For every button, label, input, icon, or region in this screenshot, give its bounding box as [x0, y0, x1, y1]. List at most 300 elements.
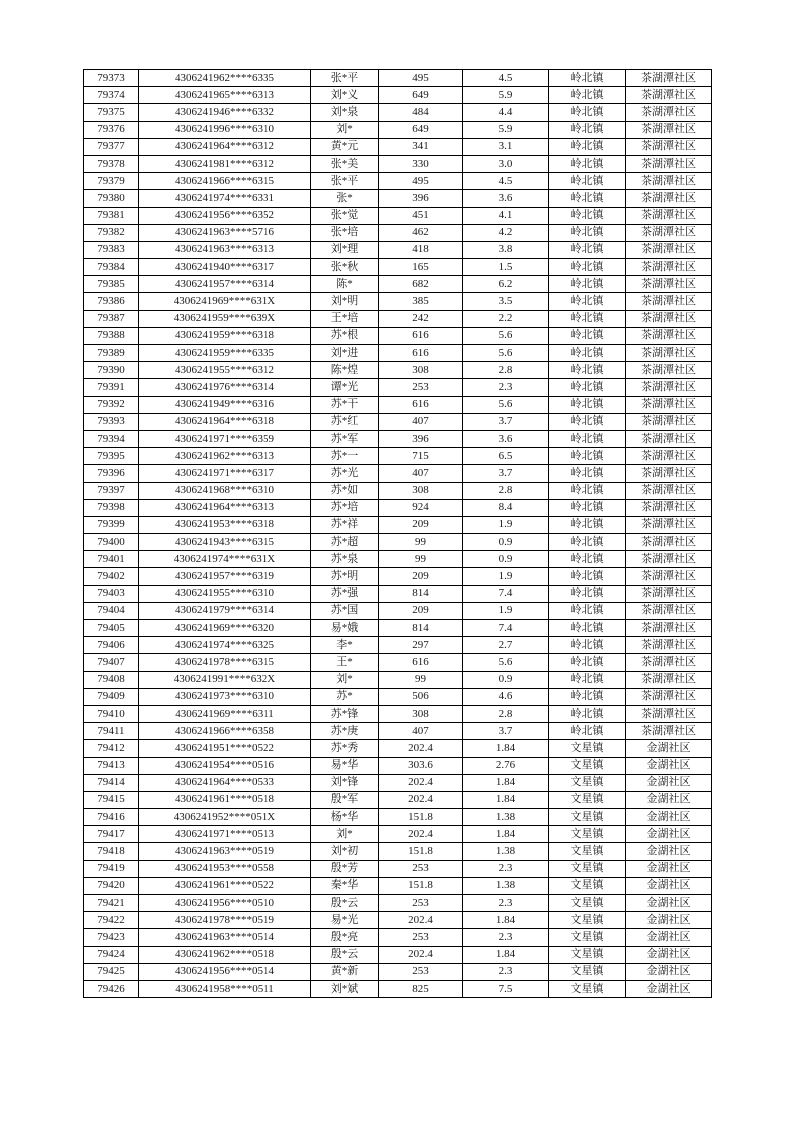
- cell-amount: 308: [379, 362, 463, 379]
- table-row: [84, 895, 712, 912]
- table-row: [84, 757, 712, 774]
- cell-rate: 6.5: [463, 448, 549, 465]
- cell-name: 苏*泉: [311, 551, 379, 568]
- cell-no: 79415: [84, 791, 139, 808]
- cell-id_number: 4306241966****6358: [139, 723, 311, 740]
- cell-community: 茶湖潭社区: [626, 190, 712, 207]
- cell-id_number: 4306241957****6314: [139, 276, 311, 293]
- cell-amount: 253: [379, 963, 463, 980]
- table-row: [84, 860, 712, 877]
- cell-no: 79423: [84, 929, 139, 946]
- cell-rate: 1.38: [463, 877, 549, 894]
- table-row: [84, 155, 712, 172]
- cell-rate: 3.0: [463, 155, 549, 172]
- cell-town: 岭北镇: [549, 396, 626, 413]
- cell-id_number: 4306241956****0510: [139, 895, 311, 912]
- table-row: [84, 980, 712, 997]
- table-row: [84, 671, 712, 688]
- cell-name: 苏*如: [311, 482, 379, 499]
- cell-no: 79391: [84, 379, 139, 396]
- cell-community: 茶湖潭社区: [626, 430, 712, 447]
- cell-id_number: 4306241957****6319: [139, 568, 311, 585]
- cell-no: 79396: [84, 465, 139, 482]
- cell-no: 79413: [84, 757, 139, 774]
- cell-name: 张*觉: [311, 207, 379, 224]
- cell-id_number: 4306241961****0518: [139, 791, 311, 808]
- cell-id_number: 4306241966****6315: [139, 173, 311, 190]
- cell-town: 岭北镇: [549, 568, 626, 585]
- cell-town: 岭北镇: [549, 602, 626, 619]
- cell-id_number: 4306241979****6314: [139, 602, 311, 619]
- cell-name: 王*培: [311, 310, 379, 327]
- table-row: [84, 173, 712, 190]
- table-row: [84, 843, 712, 860]
- cell-rate: 2.3: [463, 895, 549, 912]
- cell-name: 苏*光: [311, 465, 379, 482]
- cell-amount: 297: [379, 637, 463, 654]
- cell-town: 文星镇: [549, 826, 626, 843]
- cell-amount: 341: [379, 138, 463, 155]
- cell-id_number: 4306241943****6315: [139, 534, 311, 551]
- cell-no: 79418: [84, 843, 139, 860]
- cell-amount: 396: [379, 190, 463, 207]
- cell-name: 苏*秀: [311, 740, 379, 757]
- table-row: [84, 705, 712, 722]
- cell-rate: 2.3: [463, 860, 549, 877]
- cell-amount: 253: [379, 379, 463, 396]
- cell-amount: 825: [379, 980, 463, 997]
- cell-community: 茶湖潭社区: [626, 465, 712, 482]
- cell-id_number: 4306241969****6320: [139, 620, 311, 637]
- table-row: [84, 327, 712, 344]
- cell-town: 岭北镇: [549, 259, 626, 276]
- table-row: [84, 276, 712, 293]
- cell-rate: 0.9: [463, 671, 549, 688]
- cell-rate: 7.5: [463, 980, 549, 997]
- cell-community: 金湖社区: [626, 877, 712, 894]
- cell-rate: 4.2: [463, 224, 549, 241]
- cell-name: 易*华: [311, 757, 379, 774]
- cell-town: 岭北镇: [549, 224, 626, 241]
- cell-no: 79419: [84, 860, 139, 877]
- table-row: [84, 688, 712, 705]
- cell-id_number: 4306241978****0519: [139, 912, 311, 929]
- cell-id_number: 4306241965****6313: [139, 87, 311, 104]
- table-row: [84, 620, 712, 637]
- cell-community: 茶湖潭社区: [626, 654, 712, 671]
- table-row: [84, 791, 712, 808]
- cell-town: 岭北镇: [549, 723, 626, 740]
- cell-no: 79382: [84, 224, 139, 241]
- cell-rate: 0.9: [463, 534, 549, 551]
- cell-no: 79390: [84, 362, 139, 379]
- cell-no: 79379: [84, 173, 139, 190]
- cell-amount: 462: [379, 224, 463, 241]
- cell-amount: 253: [379, 929, 463, 946]
- cell-name: 苏*国: [311, 602, 379, 619]
- cell-amount: 242: [379, 310, 463, 327]
- cell-id_number: 4306241971****0513: [139, 826, 311, 843]
- cell-town: 岭北镇: [549, 637, 626, 654]
- cell-no: 79421: [84, 895, 139, 912]
- cell-name: 易*娥: [311, 620, 379, 637]
- cell-amount: 616: [379, 345, 463, 362]
- cell-community: 茶湖潭社区: [626, 241, 712, 258]
- cell-town: 文星镇: [549, 963, 626, 980]
- cell-community: 茶湖潭社区: [626, 534, 712, 551]
- cell-town: 文星镇: [549, 774, 626, 791]
- cell-community: 茶湖潭社区: [626, 568, 712, 585]
- cell-no: 79388: [84, 327, 139, 344]
- cell-rate: 2.3: [463, 379, 549, 396]
- cell-community: 茶湖潭社区: [626, 259, 712, 276]
- cell-id_number: 4306241974****6325: [139, 637, 311, 654]
- cell-amount: 814: [379, 585, 463, 602]
- cell-community: 金湖社区: [626, 946, 712, 963]
- table-row: [84, 448, 712, 465]
- cell-name: 张*: [311, 190, 379, 207]
- table-row: [84, 637, 712, 654]
- cell-id_number: 4306241973****6310: [139, 688, 311, 705]
- cell-amount: 209: [379, 602, 463, 619]
- cell-name: 张*美: [311, 155, 379, 172]
- cell-community: 金湖社区: [626, 963, 712, 980]
- cell-community: 茶湖潭社区: [626, 671, 712, 688]
- cell-id_number: 4306241974****631X: [139, 551, 311, 568]
- table-row: [84, 121, 712, 138]
- cell-town: 文星镇: [549, 946, 626, 963]
- cell-id_number: 4306241963****6313: [139, 241, 311, 258]
- cell-amount: 715: [379, 448, 463, 465]
- cell-community: 茶湖潭社区: [626, 327, 712, 344]
- cell-community: 茶湖潭社区: [626, 688, 712, 705]
- cell-rate: 2.76: [463, 757, 549, 774]
- cell-id_number: 4306241964****6318: [139, 413, 311, 430]
- table-row: [84, 929, 712, 946]
- cell-community: 金湖社区: [626, 774, 712, 791]
- cell-name: 苏*明: [311, 568, 379, 585]
- cell-community: 茶湖潭社区: [626, 345, 712, 362]
- cell-community: 茶湖潭社区: [626, 155, 712, 172]
- cell-amount: 330: [379, 155, 463, 172]
- cell-no: 79389: [84, 345, 139, 362]
- cell-no: 79409: [84, 688, 139, 705]
- cell-amount: 407: [379, 413, 463, 430]
- cell-name: 刘*进: [311, 345, 379, 362]
- cell-id_number: 4306241940****6317: [139, 259, 311, 276]
- cell-amount: 151.8: [379, 843, 463, 860]
- cell-no: 79401: [84, 551, 139, 568]
- cell-amount: 649: [379, 87, 463, 104]
- cell-name: 谭*光: [311, 379, 379, 396]
- cell-rate: 2.8: [463, 482, 549, 499]
- cell-rate: 1.9: [463, 602, 549, 619]
- cell-id_number: 4306241971****6359: [139, 430, 311, 447]
- cell-name: 刘*: [311, 671, 379, 688]
- cell-amount: 924: [379, 499, 463, 516]
- table-row: [84, 70, 712, 87]
- cell-no: 79398: [84, 499, 139, 516]
- cell-id_number: 4306241969****6311: [139, 705, 311, 722]
- table-row: [84, 585, 712, 602]
- cell-name: 苏*红: [311, 413, 379, 430]
- cell-town: 岭北镇: [549, 87, 626, 104]
- cell-community: 茶湖潭社区: [626, 551, 712, 568]
- cell-name: 刘*泉: [311, 104, 379, 121]
- cell-name: 苏*: [311, 688, 379, 705]
- cell-town: 岭北镇: [549, 276, 626, 293]
- cell-amount: 303.6: [379, 757, 463, 774]
- cell-no: 79411: [84, 723, 139, 740]
- cell-community: 茶湖潭社区: [626, 293, 712, 310]
- cell-id_number: 4306241949****6316: [139, 396, 311, 413]
- cell-no: 79395: [84, 448, 139, 465]
- cell-rate: 3.6: [463, 190, 549, 207]
- table-row: [84, 774, 712, 791]
- cell-rate: 7.4: [463, 620, 549, 637]
- cell-rate: 5.6: [463, 345, 549, 362]
- cell-rate: 1.84: [463, 791, 549, 808]
- table-row: [84, 241, 712, 258]
- cell-name: 苏*祥: [311, 516, 379, 533]
- cell-no: 79393: [84, 413, 139, 430]
- cell-town: 岭北镇: [549, 207, 626, 224]
- cell-id_number: 4306241959****639X: [139, 310, 311, 327]
- cell-rate: 2.8: [463, 705, 549, 722]
- cell-community: 金湖社区: [626, 740, 712, 757]
- cell-name: 刘*锋: [311, 774, 379, 791]
- cell-town: 岭北镇: [549, 654, 626, 671]
- cell-town: 岭北镇: [549, 585, 626, 602]
- cell-no: 79384: [84, 259, 139, 276]
- records-table: [83, 69, 712, 998]
- cell-no: 79373: [84, 70, 139, 87]
- cell-community: 金湖社区: [626, 895, 712, 912]
- cell-town: 岭北镇: [549, 345, 626, 362]
- cell-town: 岭北镇: [549, 104, 626, 121]
- cell-community: 金湖社区: [626, 843, 712, 860]
- cell-name: 殷*芳: [311, 860, 379, 877]
- cell-rate: 1.84: [463, 946, 549, 963]
- cell-community: 茶湖潭社区: [626, 310, 712, 327]
- cell-amount: 165: [379, 259, 463, 276]
- cell-amount: 308: [379, 482, 463, 499]
- cell-community: 茶湖潭社区: [626, 70, 712, 87]
- cell-id_number: 4306241978****6315: [139, 654, 311, 671]
- cell-name: 陈*: [311, 276, 379, 293]
- cell-no: 79383: [84, 241, 139, 258]
- cell-id_number: 4306241962****0518: [139, 946, 311, 963]
- cell-community: 金湖社区: [626, 860, 712, 877]
- cell-community: 茶湖潭社区: [626, 620, 712, 637]
- cell-name: 殷*云: [311, 946, 379, 963]
- table-row: [84, 568, 712, 585]
- cell-amount: 99: [379, 671, 463, 688]
- table-row: [84, 809, 712, 826]
- cell-amount: 202.4: [379, 774, 463, 791]
- cell-no: 79424: [84, 946, 139, 963]
- cell-amount: 484: [379, 104, 463, 121]
- cell-amount: 418: [379, 241, 463, 258]
- table-row: [84, 499, 712, 516]
- cell-no: 79392: [84, 396, 139, 413]
- cell-amount: 308: [379, 705, 463, 722]
- cell-name: 苏*锋: [311, 705, 379, 722]
- cell-amount: 209: [379, 568, 463, 585]
- cell-amount: 202.4: [379, 826, 463, 843]
- cell-id_number: 4306241964****6312: [139, 138, 311, 155]
- cell-town: 岭北镇: [549, 534, 626, 551]
- table-row: [84, 413, 712, 430]
- cell-name: 苏*一: [311, 448, 379, 465]
- cell-rate: 4.5: [463, 173, 549, 190]
- table-row: [84, 946, 712, 963]
- cell-amount: 202.4: [379, 791, 463, 808]
- records-table-body: [84, 70, 712, 998]
- cell-amount: 616: [379, 654, 463, 671]
- cell-town: 文星镇: [549, 791, 626, 808]
- cell-amount: 451: [379, 207, 463, 224]
- cell-name: 张*秋: [311, 259, 379, 276]
- cell-amount: 616: [379, 327, 463, 344]
- cell-no: 79408: [84, 671, 139, 688]
- cell-community: 茶湖潭社区: [626, 224, 712, 241]
- cell-id_number: 4306241963****0514: [139, 929, 311, 946]
- cell-no: 79426: [84, 980, 139, 997]
- table-row: [84, 396, 712, 413]
- table-row: [84, 963, 712, 980]
- cell-id_number: 4306241956****0514: [139, 963, 311, 980]
- cell-id_number: 4306241946****6332: [139, 104, 311, 121]
- cell-no: 79416: [84, 809, 139, 826]
- cell-rate: 2.2: [463, 310, 549, 327]
- table-row: [84, 259, 712, 276]
- cell-name: 秦*华: [311, 877, 379, 894]
- cell-no: 79404: [84, 602, 139, 619]
- cell-community: 茶湖潭社区: [626, 276, 712, 293]
- cell-no: 79375: [84, 104, 139, 121]
- cell-rate: 1.5: [463, 259, 549, 276]
- cell-id_number: 4306241996****6310: [139, 121, 311, 138]
- cell-town: 岭北镇: [549, 499, 626, 516]
- table-row: [84, 362, 712, 379]
- cell-amount: 99: [379, 551, 463, 568]
- cell-amount: 151.8: [379, 877, 463, 894]
- cell-rate: 3.7: [463, 465, 549, 482]
- cell-name: 杨*华: [311, 809, 379, 826]
- cell-no: 79410: [84, 705, 139, 722]
- cell-name: 苏*培: [311, 499, 379, 516]
- cell-community: 茶湖潭社区: [626, 396, 712, 413]
- cell-amount: 506: [379, 688, 463, 705]
- cell-amount: 495: [379, 70, 463, 87]
- cell-rate: 4.4: [463, 104, 549, 121]
- cell-rate: 8.4: [463, 499, 549, 516]
- cell-id_number: 4306241956****6352: [139, 207, 311, 224]
- table-row: [84, 482, 712, 499]
- cell-community: 金湖社区: [626, 791, 712, 808]
- cell-amount: 649: [379, 121, 463, 138]
- cell-no: 79380: [84, 190, 139, 207]
- cell-id_number: 4306241958****0511: [139, 980, 311, 997]
- cell-amount: 253: [379, 895, 463, 912]
- cell-id_number: 4306241976****6314: [139, 379, 311, 396]
- cell-name: 王*: [311, 654, 379, 671]
- cell-rate: 5.9: [463, 87, 549, 104]
- cell-rate: 3.8: [463, 241, 549, 258]
- cell-rate: 3.1: [463, 138, 549, 155]
- cell-rate: 3.5: [463, 293, 549, 310]
- cell-rate: 7.4: [463, 585, 549, 602]
- cell-community: 茶湖潭社区: [626, 723, 712, 740]
- cell-rate: 5.6: [463, 396, 549, 413]
- cell-name: 殷*亮: [311, 929, 379, 946]
- cell-id_number: 4306241974****6331: [139, 190, 311, 207]
- cell-id_number: 4306241962****6313: [139, 448, 311, 465]
- cell-community: 茶湖潭社区: [626, 362, 712, 379]
- cell-name: 苏*军: [311, 430, 379, 447]
- cell-no: 79377: [84, 138, 139, 155]
- table-row: [84, 740, 712, 757]
- cell-name: 苏*庚: [311, 723, 379, 740]
- cell-community: 茶湖潭社区: [626, 637, 712, 654]
- cell-town: 文星镇: [549, 843, 626, 860]
- table-row: [84, 826, 712, 843]
- cell-no: 79397: [84, 482, 139, 499]
- cell-amount: 202.4: [379, 912, 463, 929]
- cell-rate: 4.5: [463, 70, 549, 87]
- cell-rate: 5.6: [463, 654, 549, 671]
- cell-town: 岭北镇: [549, 688, 626, 705]
- table-row: [84, 87, 712, 104]
- cell-name: 李*: [311, 637, 379, 654]
- table-row: [84, 379, 712, 396]
- cell-town: 岭北镇: [549, 465, 626, 482]
- cell-town: 文星镇: [549, 912, 626, 929]
- cell-no: 79374: [84, 87, 139, 104]
- cell-id_number: 4306241954****0516: [139, 757, 311, 774]
- cell-community: 金湖社区: [626, 809, 712, 826]
- cell-amount: 616: [379, 396, 463, 413]
- cell-community: 金湖社区: [626, 826, 712, 843]
- cell-no: 79414: [84, 774, 139, 791]
- cell-town: 岭北镇: [549, 551, 626, 568]
- cell-no: 79376: [84, 121, 139, 138]
- cell-rate: 2.3: [463, 963, 549, 980]
- cell-town: 岭北镇: [549, 516, 626, 533]
- cell-no: 79425: [84, 963, 139, 980]
- cell-name: 殷*云: [311, 895, 379, 912]
- cell-no: 79412: [84, 740, 139, 757]
- cell-no: 79402: [84, 568, 139, 585]
- cell-name: 刘*: [311, 826, 379, 843]
- cell-amount: 202.4: [379, 946, 463, 963]
- cell-id_number: 4306241959****6318: [139, 327, 311, 344]
- cell-community: 茶湖潭社区: [626, 121, 712, 138]
- cell-town: 岭北镇: [549, 70, 626, 87]
- cell-id_number: 4306241963****5716: [139, 224, 311, 241]
- cell-town: 岭北镇: [549, 448, 626, 465]
- cell-id_number: 4306241955****6312: [139, 362, 311, 379]
- cell-town: 文星镇: [549, 980, 626, 997]
- cell-no: 79417: [84, 826, 139, 843]
- cell-town: 岭北镇: [549, 327, 626, 344]
- table-row: [84, 138, 712, 155]
- cell-amount: 407: [379, 465, 463, 482]
- cell-town: 岭北镇: [549, 671, 626, 688]
- cell-town: 岭北镇: [549, 482, 626, 499]
- cell-rate: 3.7: [463, 723, 549, 740]
